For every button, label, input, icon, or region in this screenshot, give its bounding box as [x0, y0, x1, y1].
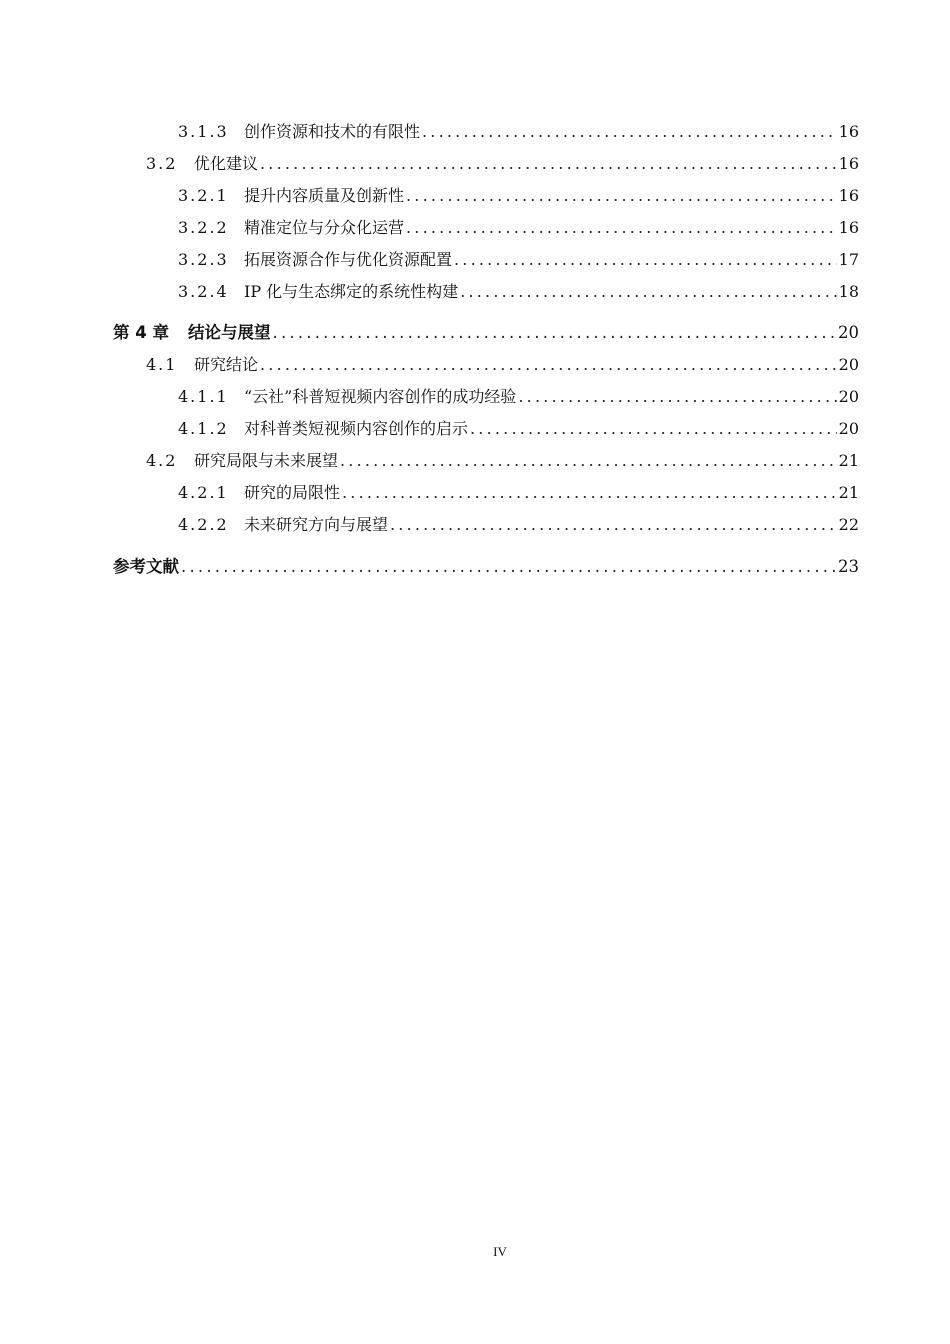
toc-page-number: 20	[838, 355, 859, 374]
toc-number: 3.2.1	[178, 186, 229, 205]
toc-page-number: 23	[838, 557, 859, 576]
toc-leader-dots	[260, 354, 837, 376]
toc-page-number: 16	[838, 154, 859, 173]
toc-leader-dots	[406, 185, 837, 207]
toc-leader-dots	[518, 386, 836, 408]
toc-chapter-entry[interactable]	[113, 322, 859, 344]
toc-leader-dots	[460, 281, 836, 303]
toc-title: 结论与展望	[188, 323, 271, 342]
toc-title: 未来研究方向与展望	[244, 515, 389, 534]
toc-leader-dots	[390, 514, 837, 536]
toc-title: “云社”科普短视频内容创作的成功经验	[244, 387, 517, 406]
toc-entry[interactable]	[146, 354, 859, 376]
toc-entry[interactable]	[178, 514, 859, 536]
toc-title: 精准定位与分众化运营	[244, 218, 405, 237]
toc-page-number: 16	[838, 186, 859, 205]
toc-title: 对科普类短视频内容创作的启示	[244, 419, 469, 438]
toc-leader-dots	[406, 217, 837, 239]
toc-number: 第 4 章	[113, 323, 169, 342]
toc-leader-dots	[340, 450, 837, 472]
toc-title: 拓展资源合作与优化资源配置	[244, 250, 453, 269]
toc-page-number: 21	[838, 483, 859, 502]
toc-leader-dots	[454, 249, 837, 271]
toc-page-number: 21	[838, 451, 859, 470]
toc-entry[interactable]	[178, 281, 859, 303]
toc-number: 4.2	[146, 451, 178, 470]
toc-page-number: 18	[838, 282, 859, 301]
toc-entry[interactable]	[178, 482, 859, 504]
toc-leader-dots	[273, 322, 837, 344]
toc-leader-dots	[422, 121, 837, 143]
toc-number: 3.2	[146, 154, 178, 173]
toc-entry[interactable]	[178, 185, 859, 207]
toc-number: 3.2.3	[178, 250, 229, 269]
toc-entry[interactable]	[178, 217, 859, 239]
toc-number: 4.2.2	[178, 515, 229, 534]
toc-title: IP 化与生态绑定的系统性构建	[244, 282, 459, 301]
toc-page-number: 20	[838, 419, 859, 438]
toc-number: 4.1	[146, 355, 178, 374]
toc-entry[interactable]	[178, 386, 859, 408]
toc-entry[interactable]	[146, 153, 859, 175]
toc-title: 提升内容质量及创新性	[244, 186, 405, 205]
toc-title: 研究局限与未来展望	[194, 451, 339, 470]
toc-entry[interactable]	[146, 450, 859, 472]
toc-page-number: 16	[838, 218, 859, 237]
toc-leader-dots	[260, 153, 837, 175]
toc-title: 研究的局限性	[244, 483, 341, 502]
toc-page-number: 20	[838, 387, 859, 406]
toc-title: 参考文献	[113, 557, 179, 576]
toc-page-number: 22	[838, 515, 859, 534]
toc-title: 创作资源和技术的有限性	[244, 122, 421, 141]
toc-leader-dots	[470, 418, 837, 440]
toc-title: 研究结论	[194, 355, 259, 374]
toc-number: 4.2.1	[178, 483, 229, 502]
toc-references-entry[interactable]	[113, 556, 859, 578]
toc-entry[interactable]	[178, 121, 859, 143]
toc-number: 3.2.2	[178, 218, 229, 237]
toc-leader-dots	[342, 482, 837, 504]
toc-page-number: 16	[838, 122, 859, 141]
toc-number: 4.1.1	[178, 387, 229, 406]
toc-number: 3.1.3	[178, 122, 229, 141]
toc-number: 3.2.4	[178, 282, 229, 301]
toc-entry[interactable]	[178, 249, 859, 271]
toc-number: 4.1.2	[178, 419, 229, 438]
toc-page-number: 17	[838, 250, 859, 269]
toc-leader-dots	[181, 556, 836, 578]
toc-entry[interactable]	[178, 418, 859, 440]
toc-title: 优化建议	[194, 154, 259, 173]
footer-page-number: IV	[493, 1244, 507, 1259]
toc-page-number: 20	[838, 323, 859, 342]
